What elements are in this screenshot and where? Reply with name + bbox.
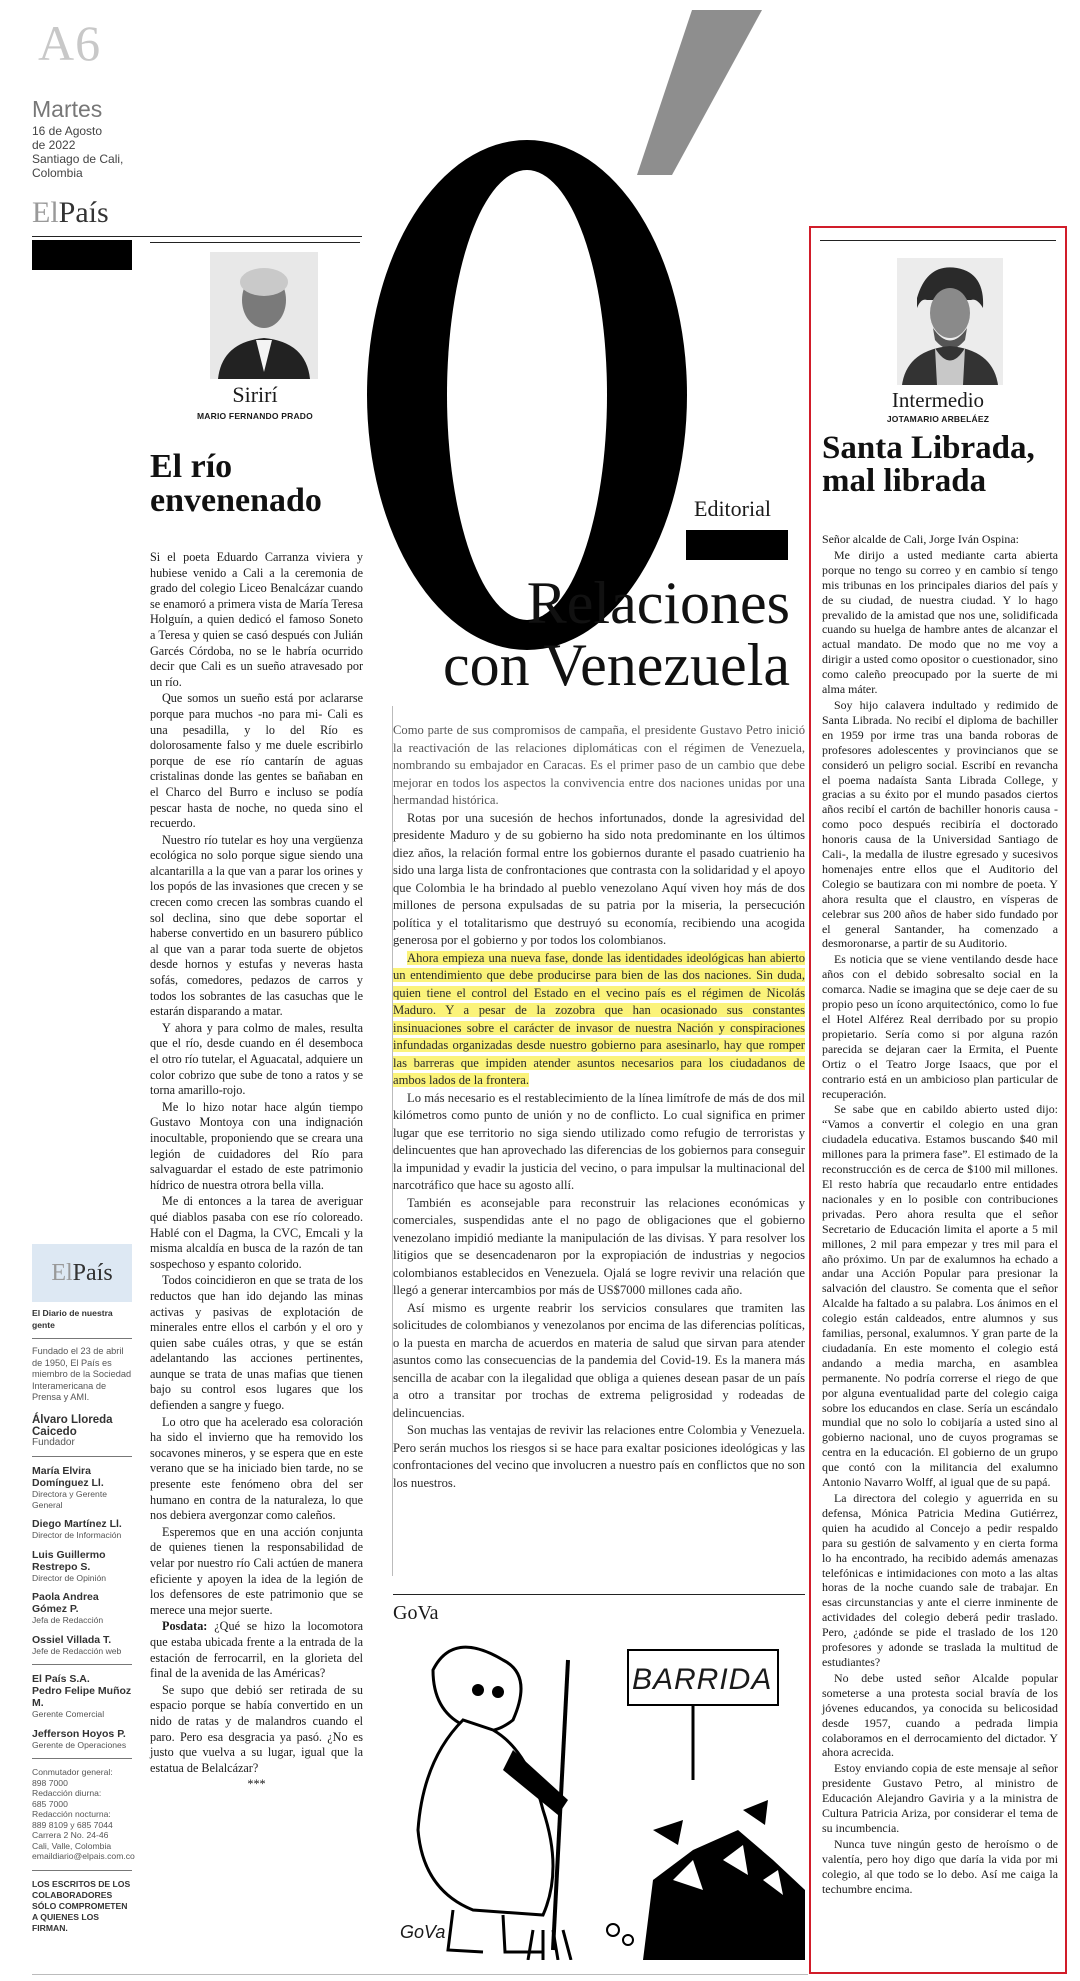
staff-name: María Elvira Domínguez Ll.	[32, 1465, 104, 1489]
siriri-paragraph: Me di entonces a la tarea de averiguar qué diablos pasaba con ese río coloreado. Hablé con el Dagma, la CVC, Emcali y la misma alcaldía en busca de la razón de tan sospechoso y espanto colorido.	[150, 1194, 363, 1271]
sidebar-separator	[32, 1758, 132, 1759]
cartoonist-signature: GoVa	[400, 1922, 446, 1942]
staff-name: Paola Andrea Gómez P.	[32, 1591, 99, 1615]
author-portrait-icon	[897, 258, 1003, 385]
intermedio-paragraph: Se sabe que en cabildo abierto usted dijo: “Vamos a convertir el colegio en una gran ciudadela educativa. Estamos buscando $40 mil millones para la primera fase”. El estimado de la reconstrucción es de cerca de $100 mil millones. El resto habría que recaudarlo entre entidades nacionales y en lo posible con contribuciones privadas. Pero ahora resulta que el señor Secretario de Educación limita el aporte a 5 mil millones, 2 mil para empezar y tres mil para el año próximo. Un par de exalumnos ha echado a andar una Acción Popular para presionar la salvación del claustro. Se comenta que el señor Alcalde ha faltado a su palabra. Los ánimos en el colegio están caldeados, entre alumnos y sus familias, personal, exalumnos. Y gran parte de la ciudadanía. En este momento el colegio está andando a media marcha, en asamblea permanente. No podría correrse el riego de que por alguna eventualidad parte del colegio caiga sobre los educandos en clase. Sería un escándalo mundial que no solo lo cobijaría a usted sino al gobierno nacional, uno de cuyos programas se centra en la educación. El gobierno de un grupo que contó con la militancia del exalumno Antonio Navarro Wolff, al igual que de su papá.	[822, 1102, 1058, 1490]
page-number: A6	[38, 15, 102, 71]
siriri-paragraph: Que somos un sueño está por aclararse porque para muchos -no para mi- Cali es una pesadilla, y lo del Río es dolorosamente falso y me duele escribirlo porque de ese río cantarín de aguas cristalinas donde las gentes se bañaban en el Charco del Burro e incluso se podía pescar hasta de noche, no queda sino el recuerdo.	[150, 691, 363, 831]
staff-role: Jefe de Redacción web	[32, 1645, 122, 1656]
cartoon-label: GoVa	[393, 1602, 439, 1624]
staff-entry	[32, 1591, 132, 1626]
contact-line: emaildiario@elpais.com.co	[32, 1851, 135, 1861]
intermedio-headline	[822, 432, 1062, 498]
disclaimer: LOS ESCRITOS DE LOS COLABORADORES SÓLO COMPROMETEN A QUIENES LOS FIRMAN.	[32, 1878, 131, 1933]
editorial-black-bar	[686, 530, 788, 560]
staff-role: Jefa de Redacción	[32, 1615, 104, 1625]
sidebar-separator	[32, 1870, 132, 1871]
editorial-paragraph: Lo más necesario es el restablecimiento de la línea limítrofe de más de dos mil kilómetros como punto de unión y no de conflicto. Lo cual significa en primer lugar que ese territorio no siga siendo utilizado como refugio de terroristas y delincuentes que han aprovechado las diferencias de los gobiernos para conseguir la impunidad y evadir la justicia del vecino, o para impulsar la multinacional del narcotráfico que hace su agosto allí.	[393, 1090, 805, 1192]
siriri-paragraph: Me lo hizo notar hace algún tiempo Gustavo Montoya con una indignación inocultable, proponiendo que se creara una legión de cuidadores del Río para salvaguardar el estado de este patrimonio hídrico de nuestra otrora bella villa.	[150, 1099, 363, 1192]
intermedio-paragraph: No debe usted señor Alcalde popular someterse a una protesta social bravía de los jóvenes educandos, ya conocida su belicosidad desde 1957, cuando a pedrada limpia colaboramos en el derrocamiento del dictador. Y ahora acrecida.	[822, 1670, 1058, 1760]
date-line: 16 de Agosto	[32, 124, 103, 138]
big-o-ornament	[352, 10, 772, 660]
editorial-paragraph: Rotas por una sucesión de hechos infortunados, donde la agresividad del presidente Maduro y de su gobierno ha sido nota predominante en los últimos diez años, la relación formal entre los gobiernos durante el pasado cuatrienio ha sido una larga lista de confrontaciones que contrasta con la solidaridad y el apoyo que Colombia le ha brindado al pueblo venezolano Aquí viven hoy más de dos millones de persona expulsadas de su patria por la miseria, la persecución política y el totalitarismo que destruyó su economía, recibiendo una acogida generosa por el gobierno y por todos los colombianos.	[393, 810, 805, 947]
siriri-paragraph: Todos coincidieron en que se trata de los reductos que han ido dejando las minas activas y pasivas de explotación de minerales entre ellos el carbón y el oro y quien sabe cuáles otras, y que se están adelantando las acciones pertinentes, aunque se trata de unas mafias que tienen bajo su control esos lugares que los defienden a sangre y fuego.	[150, 1273, 363, 1413]
date-block	[32, 124, 132, 180]
contact-line: 898 7000	[32, 1777, 68, 1788]
contact-info	[32, 1767, 135, 1862]
intermedio-paragraph: Es noticia que se viene ventilando desde hace años con el debido sobresalto social en la comarca. Nadie se imagina que se deje caer de su propio peso un ícono arquitectónico, como lo fue el Hotel Alférez Real derribado por su propio propietario. Sería como si por alguna razón parecida se dejaran caer la Ermita, el Puente Ortiz o el Teatro Jorge Isaacs, que por el contrario está en un ambicioso plan particular de recuperación.	[822, 952, 1058, 1101]
staff-entry	[32, 1518, 132, 1541]
intermedio-headline-line1: Santa Librada,	[822, 430, 1035, 466]
editorial-title-line1: Relaciones	[526, 570, 790, 636]
weekday: Martes	[32, 96, 103, 122]
salutation: Señor alcalde de Cali, Jorge Iván Ospina:	[822, 532, 1019, 546]
postdata-paragraph	[150, 1619, 363, 1681]
postdata-label: Posdata:	[162, 1619, 208, 1634]
intermedio-paragraph: Me dirijo a usted mediante carta abierta porque no tengo su correo y en cambio sí tengo mis tribunas en los principales diarios del país y de su ciudad, de nuestra ciudad. Y lo hago prevalido de la amistad que nos une, solidificada cuando su huelga de hambre antes de alcanzar el actual mandato. De modo que no me voy a dirigir a usted como opositor o cuestionador, sino como caleño preocupado por la suerte de mi alma máter.	[822, 547, 1058, 697]
contact-line: Redacción nocturna:	[32, 1809, 111, 1819]
sidebar-tagline: El Diario de nuestra gente	[32, 1308, 113, 1330]
staff-entry	[32, 1634, 132, 1657]
author-photo-prado	[210, 252, 318, 379]
editorial-paragraph: Son muchas las ventajas de revivir las relaciones entre Colombia y Venezuela. Pero serán muchos los riesgos si se hace para exaltar posiciones ideológicas y las confrontaciones del vecino que involucren a nuestro país en conflictos que no son los nuestros.	[393, 1423, 805, 1490]
sidebar-separator	[32, 1664, 132, 1665]
editorial-paragraph: Así mismo es urgente reabrir los servicios consulares que tramiten las solicitudes de colombianos y venezolanos por encima de las diferencias políticas, o la puesta en marcha de acuerdos en materia de salud que sirvan para atender asuntos como las consecuencias de la pandemia del Covid-19. Es la manera más sencilla de acabar con la ilegalidad que obliga a quienes desean pasar de un país a otro a transitar por trochas de extrema peligrosidad y rodeadas de delincuencias.	[393, 1300, 805, 1420]
highlighted-text: Ahora empieza una nueva fase, donde las identidades ideológicas han abierto un entendimiento que debe producirse para bien de las dos naciones. Sin duda, quien tiene el control del Estado en el vecino país es el régimen de Nicolás Maduro. Y a pesar de la zozobra que han ocasionado sus constantes insinuaciones sobre el carácter de invasor de nuestra Nación y conspiraciones infundadas organizadas desde nuestro gobierno para asesinarlo, hay que romper las barreras que impiden atender asuntos necesarios para los ciudadanos de ambos lados de la frontera.	[393, 950, 805, 1087]
siriri-headline	[150, 450, 370, 518]
siriri-paragraph: Si el poeta Eduardo Carranza viviera y hubiese venido a Cali a la ceremonia de grado del colegio Liceo Benalcázar cuando se enamoró a primera vista de María Teresa Holguín, a quien dedicó el famoso Soneto a Teresa y quien se casó después con Julián Garcés Córdoba, no se le habría ocurrido decir que Cali es un sueño atravesado por un río.	[150, 550, 363, 689]
postdata-paragraph: Se supo que debió ser retirada de su espacio porque se había convertido en un nido de ratas y de malandros cuando el paro. Pero esa desgracia ya pasó. ¿No es justo que vuelva a su lugar, igual que la estatua de Belalcázar?	[150, 1682, 363, 1775]
page-bottom-rule	[32, 1974, 808, 1975]
author-photo-arbelaez	[897, 258, 1003, 385]
editorial-paragraph: También es aconsejable para reconstruir las relaciones económicas y comerciales, suspendidas ante el no pago de obligaciones que el gobierno venezolano impidió mediante la manipulación de las divisas. Y para resolver los litigios que se desencadenaron por la expropiación de industrias y negocios colombianos establecidos en Venezuela. Ojalá se logre revivir una relación que llegó a generar intercambios por más de US$7000 millones cada año.	[393, 1195, 805, 1297]
commercial-manager-role: Gerente Comercial	[32, 1709, 105, 1719]
sidebar-logo-pais: País	[72, 1259, 113, 1286]
commercial-manager-name: Pedro Felipe Muñoz M.	[32, 1685, 132, 1709]
masthead-rule	[32, 236, 362, 237]
intermedio-article-body	[822, 532, 1058, 1897]
sidebar-separator	[32, 1338, 132, 1339]
editorial-paragraph-highlighted	[393, 950, 805, 1090]
contact-line: Cali, Valle, Colombia	[32, 1840, 112, 1851]
staff-name: Luis Guillermo Restrepo S.	[32, 1548, 106, 1573]
staff-name: Ossiel Villada T.	[32, 1633, 112, 1646]
sidebar-logo-el: El	[51, 1259, 73, 1286]
author-name-arbelaez: JOTAMARIO ARBELÁEZ	[886, 414, 990, 424]
author-portrait-icon	[210, 252, 318, 379]
operations-manager-name: Jefferson Hoyos P.	[32, 1727, 126, 1740]
siriri-article-body	[150, 550, 363, 1794]
intermedio-paragraph: Nunca tuve ningún gesto de heroísmo o de valentía, pero hoy digo que daría la vida por mi colegio, al que todo se lo debo. Así me caiga la techumbre encima.	[822, 1836, 1058, 1896]
siriri-paragraph: Esperemos que en una acción conjunta de quienes tienen la responsabilidad de velar por nuestro río Cali actúen de manera eficiente y apoyen la idea de la legión de los defensores de este patrimonio que se merece una mejor suerte.	[150, 1524, 363, 1617]
staff-role: Director de Información	[32, 1530, 122, 1540]
editorial-paragraph: Como parte de sus compromisos de campaña, el presidente Gustavo Petro inició la reactivación de las relaciones diplomáticas con el régimen de Venezuela, nombrando su embajador en Caracas. Es el primer paso de un cambio que debe mejorar en todos los aspectos la convivencia entre dos naciones unidas por una hermandad histórica.	[393, 723, 805, 807]
contact-line: 685 7000	[32, 1798, 68, 1809]
contact-line: 889 8109 y 685 7044	[32, 1819, 113, 1830]
siriri-rule	[150, 242, 360, 243]
company-name: El País S.A.	[32, 1673, 90, 1685]
postdata-text: ¿Qué se hizo la locomotora que estaba ubicada frente a la entrada de la estación de ferrocarril, en la glorieta del final de la avenida de las Américas?	[150, 1619, 363, 1681]
editorial-body	[393, 722, 805, 1492]
accent-mark	[637, 10, 762, 175]
country: Colombia	[32, 166, 83, 180]
intermedio-rule	[820, 240, 1056, 241]
black-bar	[32, 240, 132, 270]
editorial-title-line2: con Venezuela	[442, 632, 790, 698]
founder-role: Fundador	[32, 1436, 75, 1448]
column-name-siriri: Sirirí	[232, 382, 278, 407]
staff-sidebar	[32, 1244, 135, 1934]
sidebar-founded: Fundado el 23 de abril de 1950, El País es miembro de la Sociedad Interamericana de Prensa y AMI.	[32, 1346, 132, 1402]
author-name-prado: MARIO FERNANDO PRADO	[197, 411, 313, 421]
staff-name: Diego Martínez Ll.	[32, 1518, 122, 1530]
contact-line: Conmutador general:	[32, 1767, 113, 1777]
sidebar-logo	[32, 1244, 132, 1302]
logo-el: El	[32, 196, 59, 229]
siriri-headline-line1: El río	[150, 448, 233, 485]
siriri-paragraph: Nuestro río tutelar es hoy una vergüenza ecológica no solo porque sigue siendo una alcantarilla a la que van a parar los orines y los popós de las invasiones que crecen y se crecen como crecen las sombras cuando el sol declina, sino que debe soportar el haberse convertido en un basurero público al que van a parar toda suerte de objetos desde hornos y estufas y neveras hasta sofás, comedores, pedazos de carros y todos los sobrantes de las casuchas que le estarán disparando a matar.	[150, 832, 363, 1019]
date-year: de 2022	[32, 138, 76, 152]
staff-role: Directora y Gerente General	[32, 1489, 107, 1510]
sidebar-separator	[32, 1456, 132, 1457]
intermedio-paragraph: Estoy enviando copia de este mensaje al señor presidente Gustavo Petro, al ministro de Educación Alejandro Gaviria y a la ministra de Cultura Patricia Ariza, por considerar el tema de su incumbencia.	[822, 1761, 1058, 1835]
siriri-paragraph: Lo otro que ha acelerado esa coloración ha sido el invierno que ha removido los socavones mineros, y se espera que en este verano que se ha iniciado bien tarde, no se presente este fenómeno obra del ser humano en contra de la naturaleza, lo que nos debiera avergonzar como caleños.	[150, 1414, 363, 1523]
editorial-section-label: Editorial	[694, 496, 771, 521]
siriri-paragraph: Y ahora y para colmo de males, resulta que el río, desde cuando en él desemboca el otro río tutelar, el Aguacatal, adquiere un color cobrizo que sube de tono a ratos y se torna amarillo-rojo.	[150, 1020, 363, 1098]
column-name-intermedio: Intermedio	[891, 388, 985, 412]
intermedio-headline-line2: mal librada	[822, 463, 987, 499]
intermedio-paragraph: La directora del colegio y aguerrida en su defensa, Mónica Patricia Medina Gutiérrez, quien ha acudido al Concejo a pedir respaldo para su gestión de salvamento y en cierta forma lo ha encontrado, ha recibido además amenazas telefónicas e intimidaciones con moto a las altas horas de la noche cuando sale de trabajar. En esas circunstancias y ante el cierre inminente de actividades del colegio deberá pedir traslado. Pero, ¿adónde se pide el traslado de los 120 profesores y adonde se traslada la multitud de estudiantes?	[822, 1491, 1058, 1669]
staff-entry	[32, 1549, 132, 1584]
staff-entry	[32, 1465, 132, 1510]
intermedio-paragraph: Soy hijo calavera indultado y redimido de Santa Librada. No recibí el diploma de bachiller en 1959 por irme tras una banda roboras de profesores adolescentes y provincianos que se consideró un peligro social. Escribí en revancha el poema nadaísta Santa Librada College, y gracias a su éxito por el mundo pasados ciertos años recibí el cartón de bachiller honoris causa -como poco después recibiría el doctorado honoris causa de la Universidad Santiago de Cali-, la medalla de ilustre egresado y sucesivos homenajes entre ellos que el Auditorio del Colegio se bautizara con mi nombre de poeta. Y ahora resulta que el claustro, en vísperas de celebrar sus 200 años de haber sido fundado por el general Santander, ha comenzado a desmoronarse, a partir de su Auditorio.	[822, 697, 1058, 951]
city: Santiago de Cali,	[32, 152, 124, 166]
staff-role: Director de Opinión	[32, 1572, 107, 1583]
operations-manager-role: Gerente de Operaciones	[32, 1739, 127, 1750]
staff-list	[32, 1465, 132, 1656]
siriri-headline-line2: envenenado	[150, 482, 322, 519]
founder-name: Álvaro Lloreda Caicedo	[32, 1413, 113, 1438]
cartoon-rule	[393, 1594, 805, 1595]
cartoon-sign-text: BARRIDA	[632, 1663, 773, 1696]
elpais-logo	[32, 196, 109, 230]
contact-line: Carrera 2 No. 24-46	[32, 1830, 109, 1840]
closing-stars: ***	[247, 1777, 266, 1792]
logo-pais: País	[58, 196, 109, 229]
contact-line: Redacción diurna:	[32, 1788, 102, 1798]
